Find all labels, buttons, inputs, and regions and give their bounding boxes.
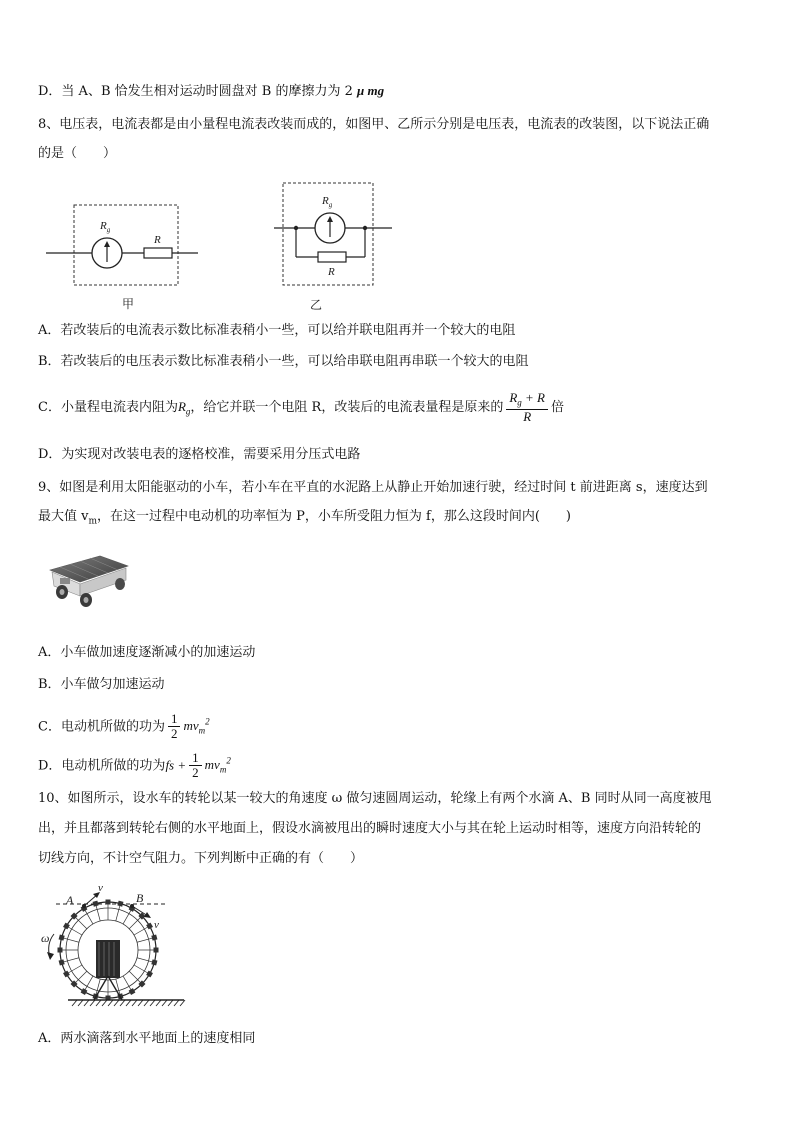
q10-stem-line2: 出，并且都落到转轮右侧的水平地面上，假设水滴被甩出的瞬时速度大小与其在轮上运动时相等，速度方向沿转轮的 [38, 821, 702, 836]
q9-stem-line2: 最大值 $v_m$，在这一过程中电动机的功率恒为 P，小车所受阻力恒为 f，那么这段时间内( ) [38, 509, 571, 527]
label-r: R [328, 266, 335, 278]
voltmeter-circuit-diagram [40, 195, 210, 315]
label-omega: ω [41, 931, 50, 945]
q9-option-c: C．电动机所做的功为 $\frac{1}{2}$ $mv_m^2$ [38, 711, 210, 742]
q9-option-b: B．小车做匀加速运动 [38, 677, 165, 692]
one-half-fraction: $\frac{1}{2}$ [168, 712, 181, 741]
q8-option-c [38, 390, 564, 429]
q7-option-d-formula: μ mg [357, 83, 385, 98]
label-r: R [154, 234, 161, 246]
q8-stem-line2: 的是（ ） [38, 146, 117, 161]
label-b: B [136, 891, 144, 905]
dashed-box [74, 205, 178, 285]
ammeter-circuit-diagram [270, 178, 400, 316]
rg-symbol: $R_g$ [177, 399, 191, 417]
q9-option-a: A．小车做加速度逐渐减小的加速运动 [38, 645, 256, 660]
one-half-fraction: $\frac{1}{2}$ [189, 751, 202, 780]
resistor-icon [318, 252, 346, 262]
resistor-icon [144, 248, 172, 258]
label-v-a: v [98, 882, 103, 894]
q10-stem-line1: 10、如图所示，设水车的转轮以某一较大的角速度 ω 做匀速圆周运动，轮缘上有两个水滴 A、B 同时从同一高度被甩 [38, 791, 712, 806]
solar-car-image [42, 548, 132, 610]
q7-option-d-text: D．当 A、B 恰发生相对运动时圆盘对 B 的摩擦力为 2 [38, 84, 353, 99]
q8-option-a: A．若改装后的电流表示数比标准表稍小一些，可以给并联电阻再并一个较大的电阻 [38, 323, 516, 338]
q8-option-d: D．为实现对改装电表的逐格校准，需要采用分压式电路 [38, 447, 361, 462]
kinetic-energy-term: $mv_m^2$ [183, 717, 210, 736]
q10-stem-line3: 切线方向，不计空气阻力。下列判断中正确的有（ ） [38, 851, 364, 866]
label-rg: $R_g$ [100, 220, 111, 234]
q8-option-c-fraction: $\frac{R_g + R}{R}$ [506, 391, 548, 425]
q8-option-c-pre: C．小量程电流表内阻为 [38, 400, 178, 415]
label-v-b: v [154, 919, 159, 931]
kinetic-energy-term: $mv_m^2$ [204, 756, 231, 775]
fig-caption-yi: 乙 [310, 298, 323, 312]
wheel-hub [96, 940, 120, 978]
fig-caption-jia: 甲 [122, 297, 135, 311]
label-a: A [66, 893, 74, 907]
q9-stem-line1: 9、如图是利用太阳能驱动的小车，若小车在平直的水泥路上从静止开始加速行驶，经过时间 t 前进距离 s，速度达到 [38, 480, 708, 495]
q8-stem-line1: 8、电压表，电流表都是由小量程电流表改装而成的，如图甲、乙所示分别是电压表，电流表的改装图，以下说法正确 [38, 117, 710, 132]
q8-option-c-post: 倍 [551, 400, 565, 415]
q9-option-d: D．电动机所做的功为fs + $\frac{1}{2}$ $mv_m^2$ [38, 750, 231, 781]
label-rg: $R_g$ [322, 195, 333, 209]
q10-option-a: A．两水滴落到水平地面上的速度相同 [38, 1031, 256, 1046]
velocity-arrow-icon [144, 912, 151, 918]
q8-option-b: B．若改装后的电压表示数比标准表稍小一些，可以给串联电阻再串联一个较大的电阻 [38, 354, 529, 369]
q8-option-c-mid: ，给它并联一个电阻 R，改装后的电流表量程是原来的 [190, 400, 504, 415]
water-wheel-diagram [38, 880, 188, 1010]
q7-option-d [38, 82, 384, 101]
